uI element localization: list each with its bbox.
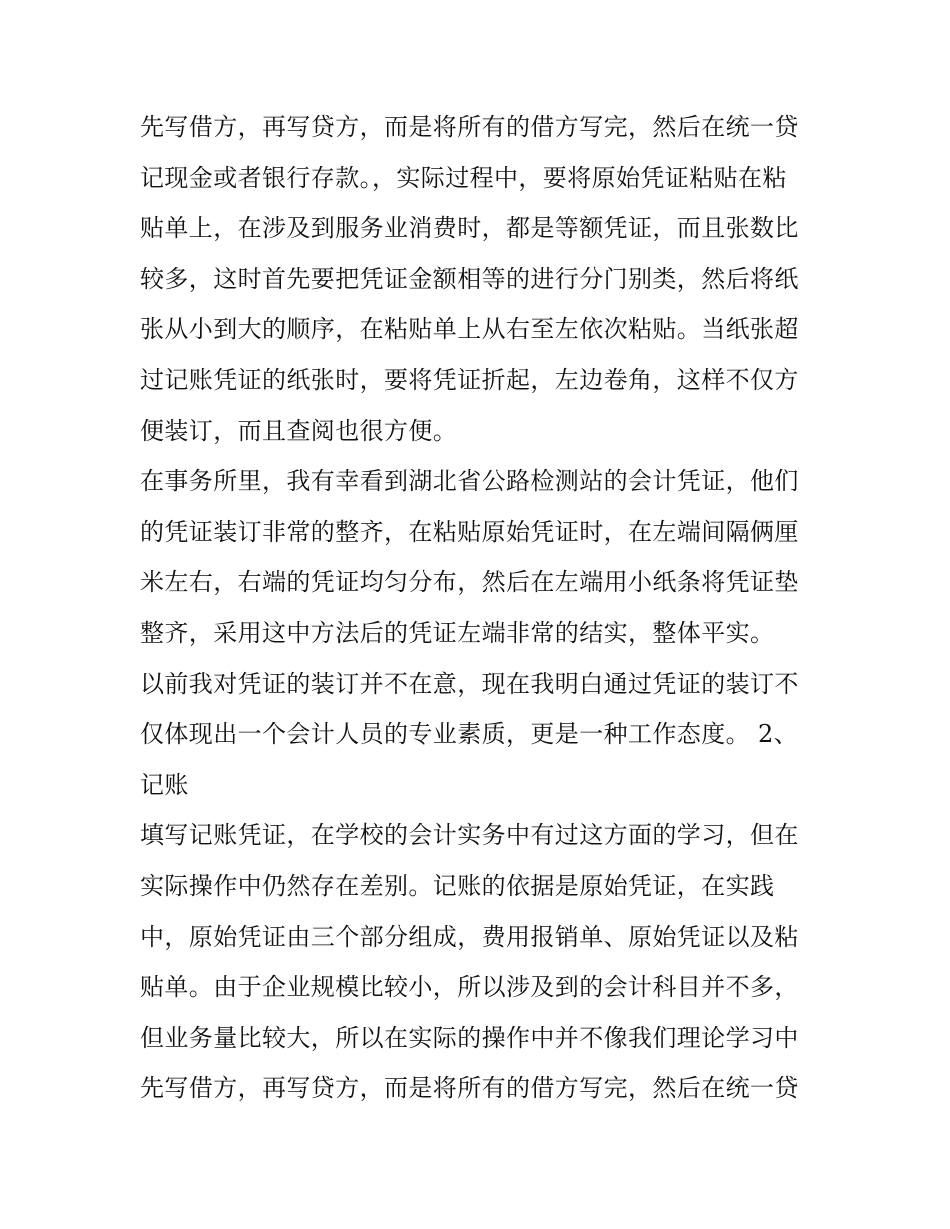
text-line: 整齐，采用这中方法后的凭证左端非常的结实，整体平实。	[140, 618, 775, 647]
text-line: 张从小到大的顺序，在粘贴单上从右至左依次粘贴。当纸张超	[140, 315, 799, 344]
text-line: 填写记账凭证，在学校的会计实务中有过这方面的学习，但在	[140, 821, 799, 850]
text-line: 仅体现出一个会计人员的专业素质，更是一种工作态度。 2、	[140, 720, 799, 749]
text-line: 实际操作中仍然存在差别。记账的依据是原始凭证，在实践	[140, 871, 775, 900]
text-line: 先写借方，再写贷方，而是将所有的借方写完，然后在统一贷	[140, 1074, 799, 1103]
body-text	[140, 102, 830, 1114]
text-line: 但业务量比较大，所以在实际的操作中并不像我们理论学习中	[140, 1023, 799, 1052]
text-line: 在事务所里，我有幸看到湖北省公路检测站的会计凭证，他们	[140, 467, 799, 496]
text-line: 贴单。由于企业规模比较小，所以涉及到的会计科目并不多，	[140, 973, 799, 1002]
text-line: 记账	[140, 770, 189, 799]
text-line: 米左右，右端的凭证均匀分布，然后在左端用小纸条将凭证垫	[140, 568, 799, 597]
text-line: 贴单上，在涉及到服务业消费时，都是等额凭证，而且张数比	[140, 214, 799, 243]
text-line: 较多，这时首先要把凭证金额相等的进行分门别类，然后将纸	[140, 264, 799, 293]
text-line: 便装订，而且查阅也很方便。	[140, 416, 458, 445]
text-line: 先写借方，再写贷方，而是将所有的借方写完，然后在统一贷	[140, 113, 799, 141]
text-line: 记现金或者银行存款。，实际过程中，要将原始凭证粘贴在粘	[140, 163, 787, 192]
text-line: 中，原始凭证由三个部分组成，费用报销单、原始凭证以及粘	[140, 922, 799, 951]
text-line: 过记账凭证的纸张时，要将凭证折起，左边卷角，这样不仅方	[140, 365, 799, 394]
text-line: 以前我对凭证的装订并不在意，现在我明白通过凭证的装订不	[140, 669, 799, 698]
text-line: 的凭证装订非常的整齐，在粘贴原始凭证时，在左端间隔俩厘	[140, 517, 799, 546]
